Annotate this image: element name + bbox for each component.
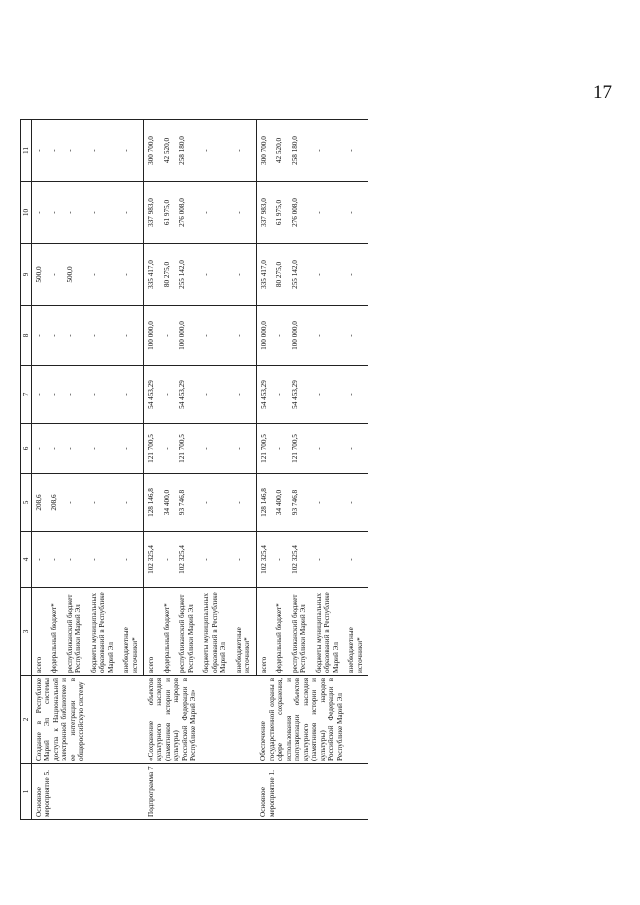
amount-cell: - [63, 120, 87, 182]
amount-cell: 335 417,0 [256, 244, 272, 306]
amount-cell: - [87, 532, 119, 588]
amount-cell: 54 453,29 [144, 366, 160, 424]
funding-source: всего [256, 588, 272, 676]
table-row [32, 120, 48, 820]
funding-source: внебюджетные источники* [119, 588, 143, 676]
amount-cell: 258 180,0 [288, 120, 312, 182]
amount-cell: - [232, 424, 256, 474]
amount-cell: 80 275,0 [272, 244, 287, 306]
amount-cell: - [119, 532, 143, 588]
col-header: 5 [21, 474, 32, 532]
amount-cell: - [47, 244, 62, 306]
amount-cell: - [119, 424, 143, 474]
amount-cell: - [232, 366, 256, 424]
amount-cell: 102 325,4 [256, 532, 272, 588]
amount-cell: - [47, 120, 62, 182]
amount-cell: - [119, 366, 143, 424]
amount-cell: - [344, 120, 368, 182]
amount-cell: - [199, 306, 231, 366]
amount-cell: 337 983,0 [144, 182, 160, 244]
amount-cell: - [32, 120, 48, 182]
amount-cell: 34 400,0 [272, 474, 287, 532]
col-header: 6 [21, 424, 32, 474]
amount-cell: 337 983,0 [256, 182, 272, 244]
funding-source: бюджеты муниципальных образований в Республике Марий Эл [87, 588, 119, 676]
funding-source: всего [144, 588, 160, 676]
amount-cell: - [344, 474, 368, 532]
amount-cell: 54 453,29 [288, 366, 312, 424]
amount-cell: - [199, 474, 231, 532]
amount-cell: - [47, 306, 62, 366]
amount-cell: 102 325,4 [144, 532, 160, 588]
amount-cell: - [312, 424, 344, 474]
amount-cell: - [47, 532, 62, 588]
funding-source: бюджеты муниципальных образований в Республике Марий Эл [199, 588, 231, 676]
amount-cell: - [47, 424, 62, 474]
amount-cell: 500,0 [63, 244, 87, 306]
amount-cell: 335 417,0 [144, 244, 160, 306]
program-description: Создание в Республике Марий Эл системы доступа к Национальной электронной библиотеке и ее интеграции в общероссийскую систему [32, 676, 144, 764]
amount-cell: - [32, 532, 48, 588]
program-name: Основное мероприятие 1. [256, 764, 368, 820]
amount-cell: 300 700,0 [256, 120, 272, 182]
funding-source: внебюджетные источники* [344, 588, 368, 676]
amount-cell: 208,6 [32, 474, 48, 532]
amount-cell: - [272, 532, 287, 588]
amount-cell: 93 746,8 [288, 474, 312, 532]
amount-cell: 54 453,29 [256, 366, 272, 424]
amount-cell: 276 008,0 [175, 182, 199, 244]
amount-cell: 102 325,4 [288, 532, 312, 588]
funding-source: бюджеты муниципальных образований в Республике Марий Эл [312, 588, 344, 676]
rotated-page [20, 20, 560, 820]
amount-cell: 255 142,0 [288, 244, 312, 306]
amount-cell: - [312, 120, 344, 182]
amount-cell: 121 700,5 [144, 424, 160, 474]
amount-cell: - [63, 424, 87, 474]
amount-cell: 61 975,0 [160, 182, 175, 244]
amount-cell: - [63, 306, 87, 366]
amount-cell: 208,6 [47, 474, 62, 532]
amount-cell: - [199, 532, 231, 588]
amount-cell: 258 180,0 [175, 120, 199, 182]
amount-cell: 121 700,5 [256, 424, 272, 474]
funding-source: республиканский бюджет Республики Марий Эл [63, 588, 87, 676]
amount-cell: - [87, 182, 119, 244]
amount-cell: 100 000,0 [175, 306, 199, 366]
program-name: Основное мероприятие 5. [32, 764, 144, 820]
amount-cell: - [199, 120, 231, 182]
amount-cell: - [272, 366, 287, 424]
amount-cell: - [63, 474, 87, 532]
amount-cell: - [160, 306, 175, 366]
page-number: 17 [593, 82, 612, 103]
amount-cell: - [32, 366, 48, 424]
amount-cell: 80 275,0 [160, 244, 175, 306]
amount-cell: - [32, 182, 48, 244]
col-header: 9 [21, 244, 32, 306]
amount-cell: - [119, 474, 143, 532]
amount-cell: - [344, 182, 368, 244]
amount-cell: - [199, 366, 231, 424]
amount-cell: - [312, 244, 344, 306]
col-header: 4 [21, 532, 32, 588]
amount-cell: 255 142,0 [175, 244, 199, 306]
amount-cell: - [344, 366, 368, 424]
funding-source: внебюджетные источники* [232, 588, 256, 676]
amount-cell: 42 520,0 [160, 120, 175, 182]
amount-cell: - [199, 424, 231, 474]
amount-cell: 300 700,0 [144, 120, 160, 182]
amount-cell: - [87, 244, 119, 306]
program-description: Обеспечение государственной охраны в сфере сохранения, использования и популяризации объектов культурного наследия (памятников истории и культуры) народов Российской Федерации в Республике Марий Эл [256, 676, 368, 764]
amount-cell: - [312, 474, 344, 532]
amount-cell: - [63, 532, 87, 588]
amount-cell: - [87, 366, 119, 424]
amount-cell: - [272, 424, 287, 474]
funding-source: всего [32, 588, 48, 676]
amount-cell: - [344, 532, 368, 588]
amount-cell: - [344, 306, 368, 366]
amount-cell: 121 700,5 [175, 424, 199, 474]
amount-cell: 42 520,0 [272, 120, 287, 182]
col-header: 11 [21, 120, 32, 182]
amount-cell: - [232, 244, 256, 306]
amount-cell: - [160, 424, 175, 474]
column-number-row [21, 120, 32, 820]
table-row [144, 120, 160, 820]
amount-cell: - [63, 366, 87, 424]
amount-cell: 128 146,8 [256, 474, 272, 532]
col-header: 3 [21, 588, 32, 676]
amount-cell: - [312, 532, 344, 588]
col-header: 8 [21, 306, 32, 366]
financing-table [20, 119, 368, 820]
amount-cell: - [160, 366, 175, 424]
amount-cell: - [344, 424, 368, 474]
amount-cell: - [63, 182, 87, 244]
funding-source: федеральный бюджет* [47, 588, 62, 676]
amount-cell: - [199, 182, 231, 244]
amount-cell: - [119, 120, 143, 182]
amount-cell: - [87, 306, 119, 366]
amount-cell: - [232, 306, 256, 366]
amount-cell: 54 453,29 [175, 366, 199, 424]
amount-cell: - [272, 306, 287, 366]
amount-cell: 61 975,0 [272, 182, 287, 244]
amount-cell: 500,0 [32, 244, 48, 306]
amount-cell: - [232, 120, 256, 182]
amount-cell: 100 000,0 [144, 306, 160, 366]
funding-source: федеральный бюджет* [272, 588, 287, 676]
program-name: Подпрограмма 7 [144, 764, 256, 820]
amount-cell: - [232, 532, 256, 588]
amount-cell: 102 325,4 [175, 532, 199, 588]
amount-cell: - [344, 244, 368, 306]
amount-cell: 100 000,0 [256, 306, 272, 366]
amount-cell: 93 746,8 [175, 474, 199, 532]
funding-source: республиканский бюджет Республики Марий Эл [288, 588, 312, 676]
table-row [256, 120, 272, 820]
amount-cell: - [32, 424, 48, 474]
amount-cell: - [32, 306, 48, 366]
amount-cell: 100 000,0 [288, 306, 312, 366]
amount-cell: - [312, 366, 344, 424]
amount-cell: 276 008,0 [288, 182, 312, 244]
amount-cell: - [119, 244, 143, 306]
amount-cell: - [312, 306, 344, 366]
amount-cell: - [199, 244, 231, 306]
amount-cell: - [160, 532, 175, 588]
amount-cell: - [47, 182, 62, 244]
amount-cell: - [119, 306, 143, 366]
amount-cell: - [47, 366, 62, 424]
amount-cell: - [87, 474, 119, 532]
amount-cell: - [119, 182, 143, 244]
amount-cell: 121 700,5 [288, 424, 312, 474]
amount-cell: - [312, 182, 344, 244]
col-header: 2 [21, 676, 32, 764]
amount-cell: - [87, 120, 119, 182]
amount-cell: 34 400,0 [160, 474, 175, 532]
col-header: 7 [21, 366, 32, 424]
program-description: «Сохранение объектов культурного наследия (памятников истории и культуры) народов Российской Федерации в Республике Марий Эл» [144, 676, 256, 764]
col-header: 1 [21, 764, 32, 820]
funding-source: федеральный бюджет* [160, 588, 175, 676]
amount-cell: - [232, 474, 256, 532]
amount-cell: - [87, 424, 119, 474]
col-header: 10 [21, 182, 32, 244]
amount-cell: - [232, 182, 256, 244]
amount-cell: 128 146,8 [144, 474, 160, 532]
funding-source: республиканский бюджет Республики Марий Эл [175, 588, 199, 676]
